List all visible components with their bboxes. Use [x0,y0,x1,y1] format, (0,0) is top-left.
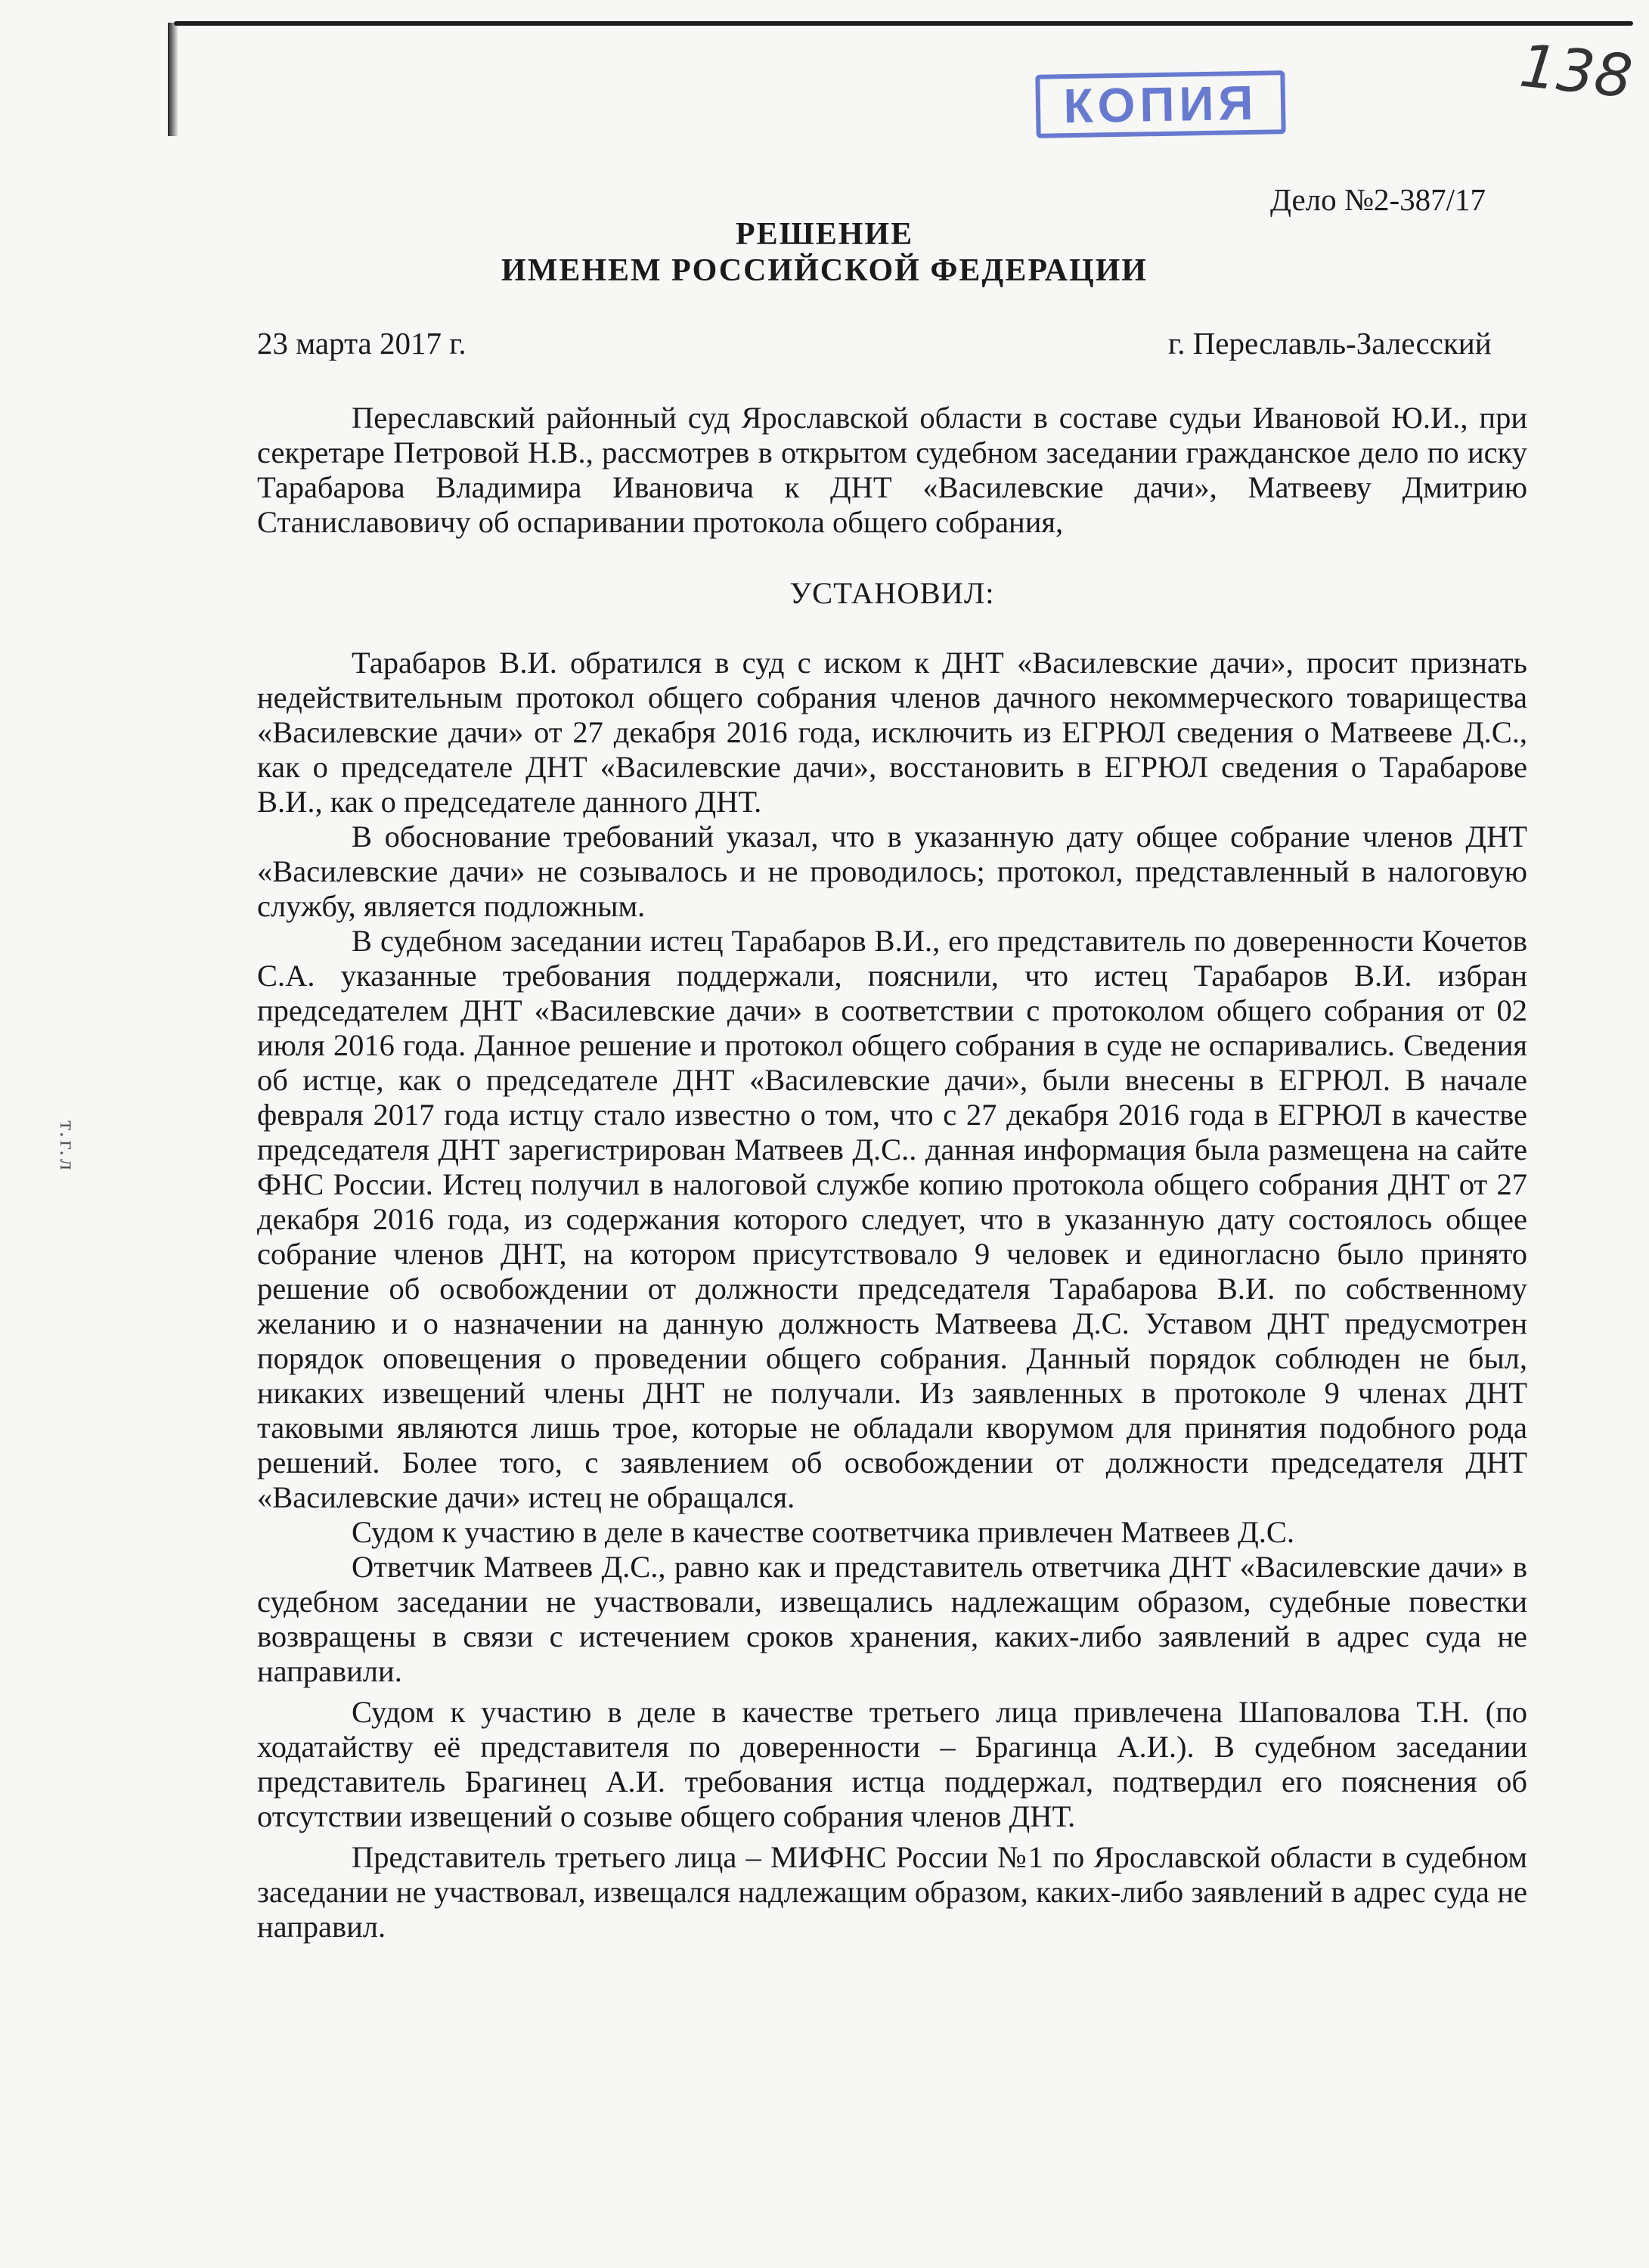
document-body [257,401,1527,1944]
paragraph: Ответчик Матвеев Д.С., равно как и представитель ответчика ДНТ «Василевские дачи» в судебном заседании не участвовали, извещались надлежащим образом, судебные повестки возвращены в связи с истечением сроков хранения, каких-либо заявлений в адрес суда не направили. [257,1550,1527,1688]
case-number: Дело №2-387/17 [1270,182,1486,217]
document-subtitle: ИМЕНЕМ РОССИЙСКОЙ ФЕДЕРАЦИИ [501,253,1148,288]
decision-date: 23 марта 2017 г. [257,326,466,361]
paragraph: Тарабаров В.И. обратился в суд с иском к ДНТ «Василевские дачи», просит признать недействительным протокол общего собрания членов дачного некоммерческого товарищества «Василевские дачи» от 27 декабря 2016 года, исключить из ЕГРЮЛ сведения о Матвееве Д.С., как о председателе ДНТ «Василевские дачи», восстановить в ЕГРЮЛ сведения о Тарабарове В.И., как о председателе данного ДНТ. [257,646,1527,819]
margin-scribble: т.г.л [54,1120,80,1173]
paragraph: Представитель третьего лица – МИФНС России №1 по Ярославской области в судебном заседании не участвовал, извещался надлежащим образом, каких-либо заявлений в адрес суда не направил. [257,1840,1527,1944]
paragraph: В судебном заседании истец Тарабаров В.И., его представитель по доверенности Кочетов С.А. указанные требования поддержали, пояснили, что истец Тарабаров В.И. избран председателем ДНТ «Василевские дачи» в соответствии с протоколом общего собрания от 02 июля 2016 года. Данное решение и протокол общего собрания в суде не оспаривались. Сведения об истце, как о председателе ДНТ «Василевские дачи», были внесены в ЕГРЮЛ. В начале февраля 2017 года истцу стало известно о том, что с 27 декабря 2016 года в ЕГРЮЛ в качестве председателя ДНТ зарегистрирован Матвеев Д.С.. данная информация была размещена на сайте ФНС России. Истец получил в налоговой службе копию протокола общего собрания ДНТ от 27 декабря 2016 года, из содержания которого следует, что в указанную дату состоялось общее собрание членов ДНТ, на котором присутствовало 9 человек и единогласно было принято решение об освобождении от должности председателя Тарабарова В.И. по собственному желанию и о назначении на данную должность Матвеева Д.С. Уставом ДНТ предусмотрен порядок оповещения о проведении общего собрания. Данный порядок соблюден не был, никаких извещений члены ДНТ не получали. Из заявленных в протоколе 9 членах ДНТ таковыми являются лишь трое, которые не обладали кворумом для принятия подобного рода решений. Более того, с заявлением об освобождении от должности председателя ДНТ «Василевские дачи» истец не обращался. [257,924,1527,1514]
paragraph: Судом к участию в деле в качестве соответчика привлечен Матвеев Д.С. [352,1515,1295,1549]
handwritten-page-number: 138 [1516,32,1636,112]
decision-city: г. Переславль-Залесский [1168,326,1492,361]
document-title: РЕШЕНИЕ [735,217,914,252]
paragraph: В обоснование требований указал, что в указанную дату общее собрание членов ДНТ «Василевские дачи» не созывалось и не проводилось; протокол, представленный в налоговую службу, является подложным. [257,820,1527,923]
scan-left-shadow [168,23,178,136]
copy-stamp: КОПИЯ [1035,70,1285,138]
intro-paragraph: Переславский районный суд Ярославской области в составе судьи Ивановой Ю.И., при секретаре Петровой Н.В., рассмотрев в открытом судебном заседании гражданское дело по иску Тарабарова Владимира Ивановича к ДНТ «Василевские дачи», Матвееву Дмитрию Станиславовичу об оспаривании протокола общего собрания, [257,401,1527,539]
section-heading: УСТАНОВИЛ: [789,576,995,610]
scan-top-edge [174,21,1633,26]
paragraph: Судом к участию в деле в качестве третьего лица привлечена Шаповалова Т.Н. (по ходатайству её представителя по доверенности – Брагинца А.И.). В судебном заседании представитель Брагинец А.И. требования истца поддержал, подтвердил его пояснения об отсутствии извещений о созыве общего собрания членов ДНТ. [257,1695,1527,1833]
